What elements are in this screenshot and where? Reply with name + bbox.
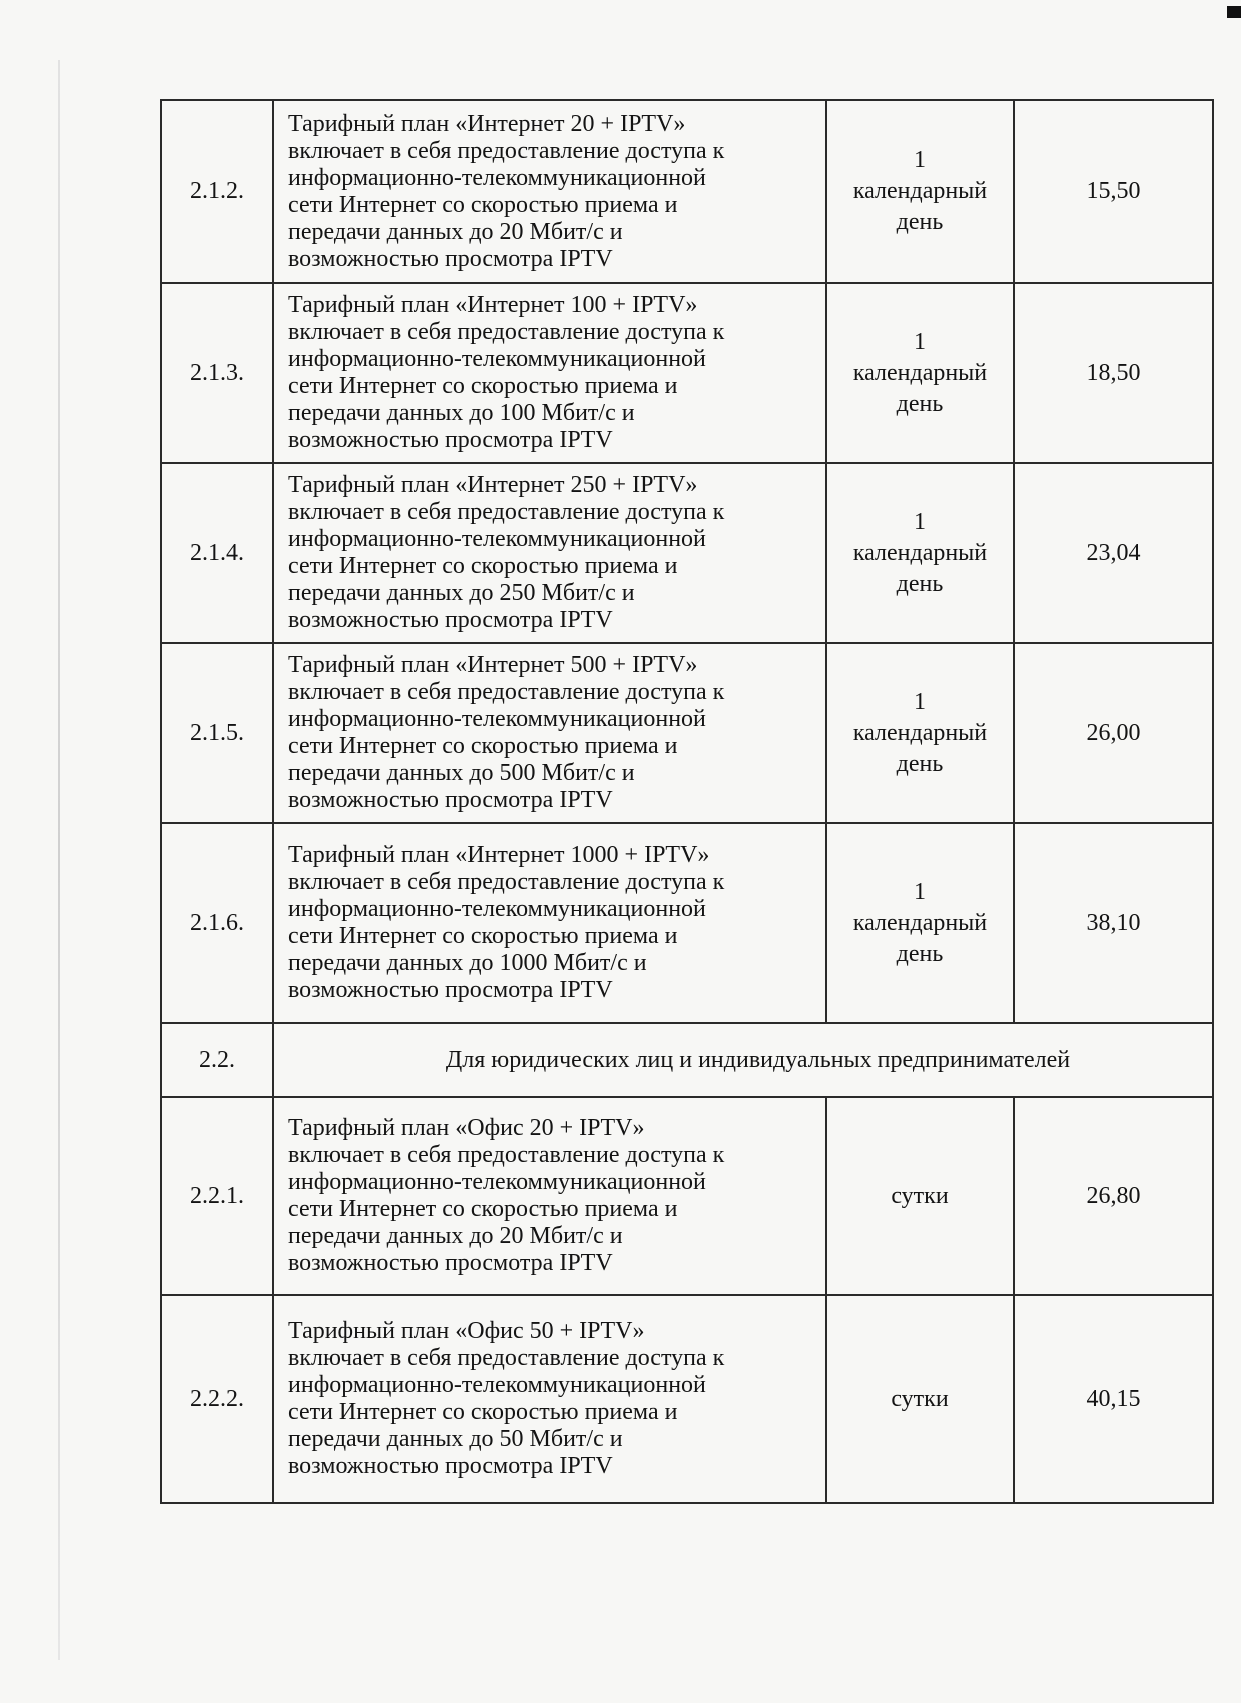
item-number: 2.1.3. xyxy=(161,283,273,463)
description-line: сети Интернет со скоростью приема и xyxy=(288,191,678,218)
billing-unit-line: календарный xyxy=(852,539,988,566)
tariff-price: 18,50 xyxy=(1014,283,1213,463)
description-line: возможностью просмотра IPTV xyxy=(288,607,613,633)
description-line: Тарифный план «Интернет 20 + IPTV» xyxy=(288,110,686,137)
billing-unit-line: календарный xyxy=(852,359,988,386)
tariff-price: 38,10 xyxy=(1014,823,1213,1023)
description-line: включает в себя предоставление доступа к xyxy=(288,679,725,705)
tariff-description xyxy=(273,463,826,643)
billing-unit xyxy=(826,463,1014,643)
description-line: сети Интернет со скоростью приема и xyxy=(288,553,678,579)
description-line: включает в себя предоставление доступа к xyxy=(288,869,725,895)
description-line: сети Интернет со скоростью приема и xyxy=(288,1399,678,1425)
description-line: передачи данных до 250 Мбит/с и xyxy=(288,580,635,606)
description-line: информационно-телекоммуникационной xyxy=(288,526,706,552)
tariff-price: 23,04 xyxy=(1014,463,1213,643)
item-number: 2.1.6. xyxy=(161,823,273,1023)
description-line: Тарифный план «Интернет 250 + IPTV» xyxy=(288,472,698,498)
description-line: информационно-телекоммуникационной xyxy=(288,346,706,372)
billing-unit xyxy=(826,1295,1014,1503)
billing-unit xyxy=(826,100,1014,283)
description-line: информационно-телекоммуникационной xyxy=(288,1372,706,1398)
description-line: передачи данных до 500 Мбит/с и xyxy=(288,760,635,786)
description-line: передачи данных до 1000 Мбит/с и xyxy=(288,950,647,976)
tariff-row xyxy=(161,643,1213,823)
billing-unit-line: 1 xyxy=(914,688,926,715)
description-line: сети Интернет со скоростью приема и xyxy=(288,1196,678,1222)
section-number: 2.2. xyxy=(161,1023,273,1097)
tariff-description xyxy=(273,643,826,823)
tariff-description xyxy=(273,823,826,1023)
description-line: Тарифный план «Интернет 100 + IPTV» xyxy=(288,292,698,318)
description-line: информационно-телекоммуникационной xyxy=(288,706,706,732)
tariff-row xyxy=(161,463,1213,643)
tariff-price: 26,00 xyxy=(1014,643,1213,823)
billing-unit xyxy=(826,643,1014,823)
item-number: 2.1.2. xyxy=(161,100,273,283)
description-line: сети Интернет со скоростью приема и xyxy=(288,923,678,949)
billing-unit xyxy=(826,283,1014,463)
tariff-price: 26,80 xyxy=(1014,1097,1213,1295)
description-line: Тарифный план «Офис 50 + IPTV» xyxy=(288,1318,645,1344)
tariff-row xyxy=(161,283,1213,463)
description-line: возможностью просмотра IPTV xyxy=(288,977,613,1003)
billing-unit-line: день xyxy=(896,750,944,777)
billing-unit-line: календарный xyxy=(852,719,988,746)
billing-unit-line: день xyxy=(896,390,944,417)
tariff-description xyxy=(273,1097,826,1295)
billing-unit xyxy=(826,1097,1014,1295)
billing-unit-line: сутки xyxy=(891,1385,949,1412)
tariff-description xyxy=(273,100,826,283)
description-line: информационно-телекоммуникационной xyxy=(288,1169,706,1195)
billing-unit-line: день xyxy=(896,570,944,597)
tariff-row xyxy=(161,823,1213,1023)
description-line: передачи данных до 20 Мбит/с и xyxy=(288,1223,623,1249)
description-line: возможностью просмотра IPTV xyxy=(288,1453,613,1479)
description-line: включает в себя предоставление доступа к xyxy=(288,319,725,345)
tariff-table-body xyxy=(161,100,1213,1503)
tariff-description xyxy=(273,283,826,463)
tariff-description xyxy=(273,1295,826,1503)
billing-unit-line: календарный xyxy=(852,909,988,936)
description-line: включает в себя предоставление доступа к xyxy=(288,1345,725,1371)
tariff-price: 15,50 xyxy=(1014,100,1213,283)
item-number: 2.1.4. xyxy=(161,463,273,643)
description-line: передачи данных до 20 Мбит/с и xyxy=(288,218,623,245)
description-line: Тарифный план «Интернет 1000 + IPTV» xyxy=(288,842,710,868)
section-title-cell xyxy=(273,1023,1213,1097)
tariff-row xyxy=(161,1097,1213,1295)
tariff-table xyxy=(160,99,1214,1504)
description-line: информационно-телекоммуникационной xyxy=(288,896,706,922)
billing-unit-line: 1 xyxy=(914,328,926,355)
description-line: передачи данных до 100 Мбит/с и xyxy=(288,400,635,426)
description-line: возможностью просмотра IPTV xyxy=(288,787,613,813)
billing-unit-line: 1 xyxy=(914,508,926,535)
billing-unit-line: 1 xyxy=(914,878,926,905)
billing-unit xyxy=(826,823,1014,1023)
billing-unit-line: день xyxy=(896,940,944,967)
description-line: сети Интернет со скоростью приема и xyxy=(288,733,678,759)
description-line: включает в себя предоставление доступа к xyxy=(288,137,725,164)
description-line: включает в себя предоставление доступа к xyxy=(288,499,725,525)
section-row xyxy=(161,1023,1213,1097)
description-line: возможностью просмотра IPTV xyxy=(288,1250,613,1276)
billing-unit-line: календарный xyxy=(852,178,988,204)
item-number: 2.2.2. xyxy=(161,1295,273,1503)
description-line: Тарифный план «Офис 20 + IPTV» xyxy=(288,1115,645,1141)
scan-corner-mark xyxy=(1227,6,1241,18)
description-line: информационно-телекоммуникационной xyxy=(288,164,706,191)
billing-unit-line: 1 xyxy=(914,147,926,173)
item-number: 2.1.5. xyxy=(161,643,273,823)
section-title: Для юридических лиц и индивидуальных предпринимателей xyxy=(445,1046,1071,1073)
description-line: возможностью просмотра IPTV xyxy=(288,245,613,272)
description-line: возможностью просмотра IPTV xyxy=(288,427,613,453)
tariff-price: 40,15 xyxy=(1014,1295,1213,1503)
tariff-row xyxy=(161,100,1213,283)
description-line: Тарифный план «Интернет 500 + IPTV» xyxy=(288,652,698,678)
billing-unit-line: сутки xyxy=(891,1182,949,1209)
page-edge-shadow xyxy=(58,60,60,1660)
description-line: сети Интернет со скоростью приема и xyxy=(288,373,678,399)
description-line: передачи данных до 50 Мбит/с и xyxy=(288,1426,623,1452)
item-number: 2.2.1. xyxy=(161,1097,273,1295)
billing-unit-line: день xyxy=(896,209,944,235)
tariff-row xyxy=(161,1295,1213,1503)
description-line: включает в себя предоставление доступа к xyxy=(288,1142,725,1168)
